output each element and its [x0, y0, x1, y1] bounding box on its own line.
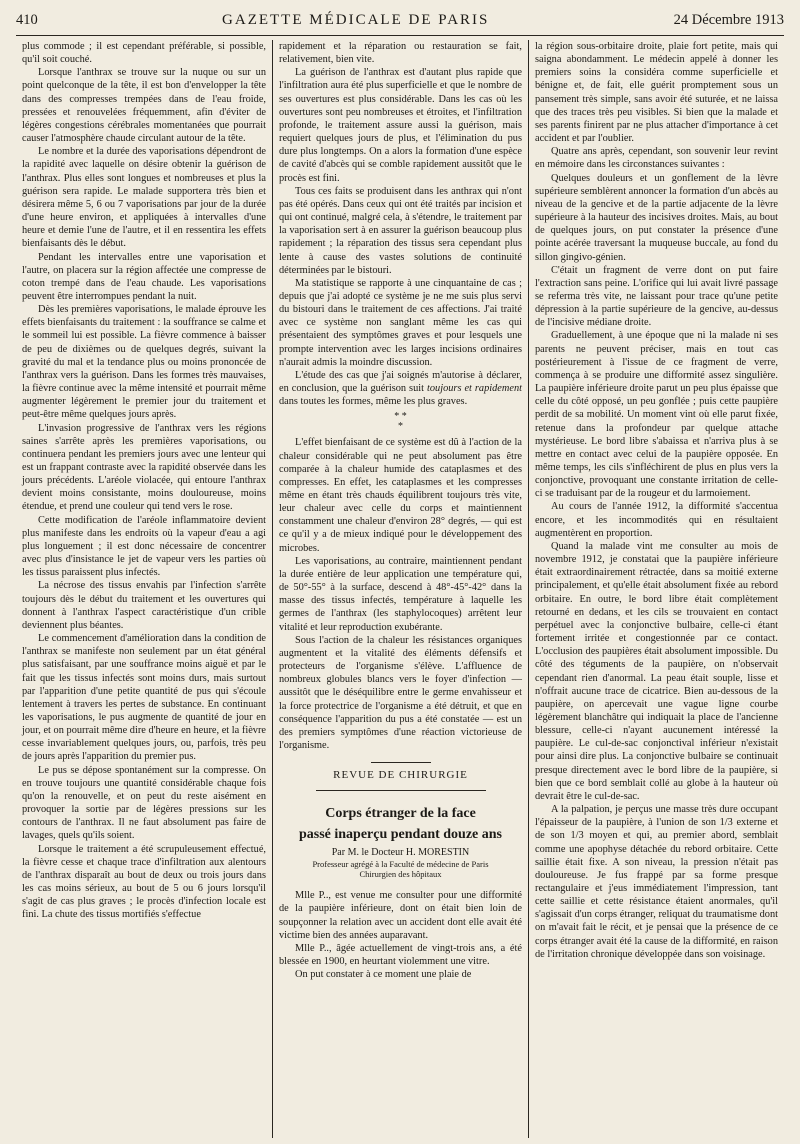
article-title-line-2: passé inaperçu pendant douze ans	[298, 827, 503, 843]
column-1	[16, 40, 272, 1138]
paragraph: L'invasion progressive de l'anthrax vers les régions saines s'arrête après les premières vaporisations, ou continuera pendant les premiers jours avec une lenteur qui est un frappant contraste avec la rapidité observée dans les jours précédents. L'aréole violacée, qui entoure l'anthrax devient moins consistante, moins douloureuse, moins étendue, et prend une couleur qui tend vers le rose.	[22, 422, 266, 513]
text-columns	[16, 40, 784, 1138]
paragraph: Dès les premières vaporisations, le malade éprouve les effets bienfaisants du traitement : la souffrance se calme et le sommeil lui est possible. La fièvre commence à baisser de peu de dixièmes ou de quelques degrés, suivant la gravité du mal et la tendance plus ou moins prononcée de l'anthrax vers la guérison. Dans les formes très mauvaises, la fièvre continue avec la même intensité et pourrait même augmenter légèrement le premier jour du traitement et peut-être même quelques jours après.	[22, 304, 266, 421]
paragraph: Quatre ans après, cependant, son souvenir leur revint en mémoire dans les circonstances suivantes :	[535, 146, 778, 171]
paragraph: Sous l'action de la chaleur les résistances organiques augmentent et la vitalité des éléments défensifs et protecteurs de l'organisme s'élève. L'affluence de nombreux globules blancs vers le foyer d'infection — aussitôt que le déséquilibre entre le germe envahisseur et la force protectrice de l'organisme a été détruit, et que en conséquence l'apparition du pus a été constatée — est un des premiers symptômes d'une réaction victorieuse de l'organisme.	[279, 634, 522, 751]
paragraph: Quand la malade vint me consulter au mois de novembre 1912, je constatai que la paupière inférieure était extraordinairement rétractée, dans sa moitié externe principalement, et qu'elle était absolument fixée au rebord orbitaire. En outre, le bord libre était complètement retourné en dedans, et les cils se trouvaient en contact perpétuel avec la conjonctive bulbaire, celle-ci étant fortement irritée et congestionnée par ce contact. L'occlusion des paupières était absolument impossible. Du côté des téguments de la paupière, on n'observait cependant rien d'anormal. La peau était souple, lisse et n'offrait aucune trace de cicatrice. Bien au-dessous de la paupière, on apercevait une vague ligne courbe légèrement blanchâtre qui indiquait la place de l'ancienne blessure, celle-ci n'ayant aucunement intéressé la paupière. Le cul-de-sac conjonctival inférieur n'existait pour ainsi dire plus. La conjonctive bulbaire se continuait presque directement avec le bord libre de la paupière, si bien que ce bord semblait collé au globe à la hauteur où devrait être le cul-de-sac.	[535, 540, 778, 802]
paragraph: plus commode ; il est cependant préférable, si possible, qu'il soit couché.	[22, 41, 266, 66]
italic-phrase: toujours et rapidement	[426, 383, 522, 395]
author-affiliation-2: Chirurgien des hôpitaux	[359, 869, 442, 880]
paragraph: rapidement et la réparation ou restauration se fait, relativement, bien vite.	[279, 41, 522, 66]
paragraph: Lorsque l'anthrax se trouve sur la nuque ou sur un point quelconque de la tête, il est bon d'envelopper la tête dans des compresses trempées dans de l'eau froide, pressées et renouvelées fréquemment, afin d'éviter de légères congestions cérébrales momentanées que pourrait causer l'atmosphère chaude circulant autour de la tête.	[22, 67, 266, 145]
paragraph: On put constater à ce moment une plaie de	[295, 969, 472, 981]
paragraph: Pendant les intervalles entre une vaporisation et l'autre, on placera sur la région affectée une compresse de coton trempé dans de l'eau chaude. Les vaporisations peuvent être interrompues pendant la nuit.	[22, 251, 266, 302]
paragraph: Mlle P.., est venue me consulter pour une difformité de la paupière inférieure, dont on était bien loin de soupçonner la relation avec un accident dont elle avait été victime bien des années auparavant.	[279, 890, 522, 941]
paragraph: Le commencement d'amélioration dans la condition de l'anthrax se manifeste non seulement par un état général plus satisfaisant, par une souffrance moins aiguë et par le fait que les tissus infectés sont moins durs, mais surtout par l'apparition d'une petite quantité de pus qui s'écoule lentement à travers les pertes de substance. En continuant les vaporisations, le pus augmente de quantité de jour en jour, et on pourrait même dire d'heure en heure, et la fièvre cesse invariablement quelques jours, ou, parfois, très peu de jours après l'apparition du premier pus.	[22, 633, 266, 763]
article-title-line-1: Corps étranger de la face	[325, 806, 476, 822]
conclusion-paragraph	[279, 369, 522, 408]
paragraph: La guérison de l'anthrax est d'autant plus rapide que l'infiltration aura été plus superficielle et que le nombre de ses ouvertures est plus considérable. Dans les cas où les ouvertures sont peu nombreuses et étroites, et l'infiltration profonde, le traitement assure aussi la guérison, mais requiert quelques jours de plus, et l'élimination du pus dure plus longtemps. On a alors la formation d'une espèce de cavité d'abcès qui se comble rapidement aussitôt que le procès est fini.	[279, 67, 522, 184]
paragraph: A la palpation, je perçus une masse très dure occupant l'épaisseur de la paupière, à l'union de son 1/3 externe et de son 1/3 moyen et qui, au premier abord, semblait comme une apophyse détachée du rebord orbitaire. Cette saillie était fixe. A son niveau, la pression n'était pas douloureuse. Je fus frappé par sa forme presque rectangulaire et j'eus immédiatement l'impression, tant cette saillie et cette résistance étaient anormales, qu'il s'agissait d'un corps étranger, reliquat du traumatisme dont on m'avait fait le récit, et je pensai que la présence de ce corps étranger avait été la cause de la difformité, en raison de l'irritation chronique développée dans son voisinage.	[535, 804, 778, 960]
paragraph: Lorsque le traitement a été scrupuleusement effectué, la fièvre cesse et chaque trace d'infiltration aux alentours de l'anthrax disparaît au bout de deux ou trois jours dans les cas moins sérieux, au bout de 5 ou 6 jours lorsqu'il s'agit de cas plus graves ; le procès d'infection locale est fini. La chute des tissus mortifiés s'effectue	[22, 843, 266, 921]
divider	[316, 790, 486, 791]
paragraph: Le nombre et la durée des vaporisations dépendront de la rapidité avec laquelle on désire obtenir la guérison de l'anthrax. Plus elles sont longues et nombreuses et plus la guérison sera rapide. Le malade supportera très bien et désirera même 5, 6 ou 7 vaporisations par jour de la durée d'une heure environ, et appliquées à intervalles d'une heure et demie l'une de l'autre, et il en ressentira les effets bienfaisants dès le début.	[22, 146, 266, 250]
paragraph: Tous ces faits se produisent dans les anthrax qui n'ont pas été opérés. Dans ceux qui ont été traités par incision et qui ont continué, malgré cela, à s'étendre, le traitement par la vaporisation sert à en assurer la guérison beaucoup plus rapidement ; la réparation des tissus sera cependant plus lente à cause des vastes solutions de continuité déterminées par le bistouri.	[279, 185, 522, 276]
paragraph: Au cours de l'année 1912, la difformité s'accentua encore, et les incommodités qui en résultaient augmentèrent en proportion.	[535, 501, 778, 539]
paragraph: Les vaporisations, au contraire, maintiennent pendant la durée entière de leur application une température qui, de 50°-55° à la surface, descend à 48°-45°-42° dans la masse des tissus infectés, température à laquelle les germes de l'anthrax (les staphylocoques) arrêtent leur vitalité et leur reproduction exubérante.	[279, 555, 522, 633]
divider	[371, 762, 431, 763]
paragraph: Graduellement, à une époque que ni la malade ni ses parents ne peuvent préciser, mais en tout cas postérieurement à l'issue de ce fragment de verre, commença à se produire une difformité assez singulière. La paupière inférieure droite parut un peu plus épaisse que celle du côté opposé, un peu gonflée ; puis cette paupière perdit de sa mobilité. Un moment vint où elle parut fixée, retenue dans la profondeur par quelque attache mystérieuse. Le bord libre s'abaissa et n'arriva plus à se mettre en contact avec celui de la paupière opposée. En même temps, les cils s'infléchirent de plus en plus vers la conjonctive, provoquant une constante irritation de celle-ci se traduisant par de la rougeur et du larmoiement.	[535, 330, 778, 500]
paragraph: Le pus se dépose spontanément sur la compresse. On en trouve toujours une quantité considérable chaque fois qu'on la renouvelle, et on peut du reste aisément en provoquer la sortie par de légères pressions sur les contours de l'anthrax. Il ne faut absolument pas faire de lavages, quels qu'ils soient.	[22, 764, 266, 842]
section-title: REVUE DE CHIRURGIE	[333, 769, 468, 782]
paragraph: Mlle P.., âgée actuellement de vingt-trois ans, a été blessée en 1900, en heurtant violemment une vitre.	[279, 942, 522, 968]
paragraph: Cette modification de l'aréole inflammatoire devient plus manifeste dans les endroits où la vapeur d'eau a agi plus longuement ; il est donc nécessaire de concentrer avec plus d'insistance le jet de vapeur vers les parties où les tissus paraissent plus infectés.	[22, 514, 266, 579]
paragraph: La nécrose des tissus envahis par l'infection s'arrête toujours dès le début du traitement et les ouvertures qui donnent à l'anthrax l'aspect caractéristique d'un crible deviennent plus béantes.	[22, 580, 266, 631]
paragraph: Ma statistique se rapporte à une cinquantaine de cas ; depuis que j'ai adopté ce système je ne me suis plus servi du bistouri dans le traitement de ces affections. J'ai traité avec ce système non sanglant même les cas qui présentaient des symptômes graves et pour lesquels une prompte intervention avec les larges incisions ordinaires n'aurait admis la moindre discussion.	[279, 277, 522, 368]
section-stars: * * *	[394, 411, 407, 433]
journal-title: GAZETTE MÉDICALE DE PARIS	[222, 12, 490, 28]
paragraph: la région sous-orbitaire droite, plaie fort petite, mais qui saigna abondamment. Le médecin appelé à donner les premiers soins la considéra comme superficielle et bénigne et, de fait, elle guérit promptement sous un pansement très simple, sans avoir été suturée, et ne laissa que des traces très peu visibles. Si bien que la malade et ses parents finirent par ne plus attacher d'importance à cet accident et par l'oublier.	[535, 41, 778, 145]
column-2	[272, 40, 528, 1138]
issue-date: 24 Décembre 1913	[673, 12, 784, 28]
paragraph: L'effet bienfaisant de ce système est dû à l'action de la chaleur considérable qui ne peut absolument pas être comparée à la chaleur humide des cataplasmes et des compresses. En effet, les cataplasmes et les compresses même en étant très chauds équilibrent toujours très vite, leur chaleur avec celle du corps et maintiennent constamment une chaleur d'environ 28° degrés, — qui est ce qu'il y a de mieux indiqué pour le développement des microbes.	[279, 437, 522, 554]
page-header	[16, 12, 784, 36]
conclusion-text-end: dans toutes les formes, même les plus graves.	[279, 396, 468, 408]
conclusion-text-start: L'étude des cas que j'ai soignés m'autorise à déclarer, en conclusion, que la guérison suit	[279, 369, 522, 395]
page-number: 410	[16, 12, 38, 28]
article-author: Par M. le Docteur H. MORESTIN	[331, 847, 470, 859]
paragraph: Quelques douleurs et un gonflement de la lèvre supérieure semblèrent annoncer la formation d'un abcès au niveau de la gencive et de la partie adjacente de la lèvre supérieure à la hauteur des incisives droites. Mais, au bout de quelques jours, on put constater la présence d'une pointe acérée traversant la muqueuse buccale, au fond du sillon gingivo-génien.	[535, 172, 778, 263]
author-affiliation-1: Professeur agrégé à la Faculté de médecine de Paris	[312, 859, 489, 870]
paragraph: C'était un fragment de verre dont on put faire l'extraction sans peine. L'orifice qui lui avait livré passage se referma très vite, ne laissant pour trace qu'une petite dépression à la partie supérieure de la gencive, au-dessus de l'incisive médiane droite.	[535, 264, 778, 329]
column-3	[528, 40, 784, 1138]
